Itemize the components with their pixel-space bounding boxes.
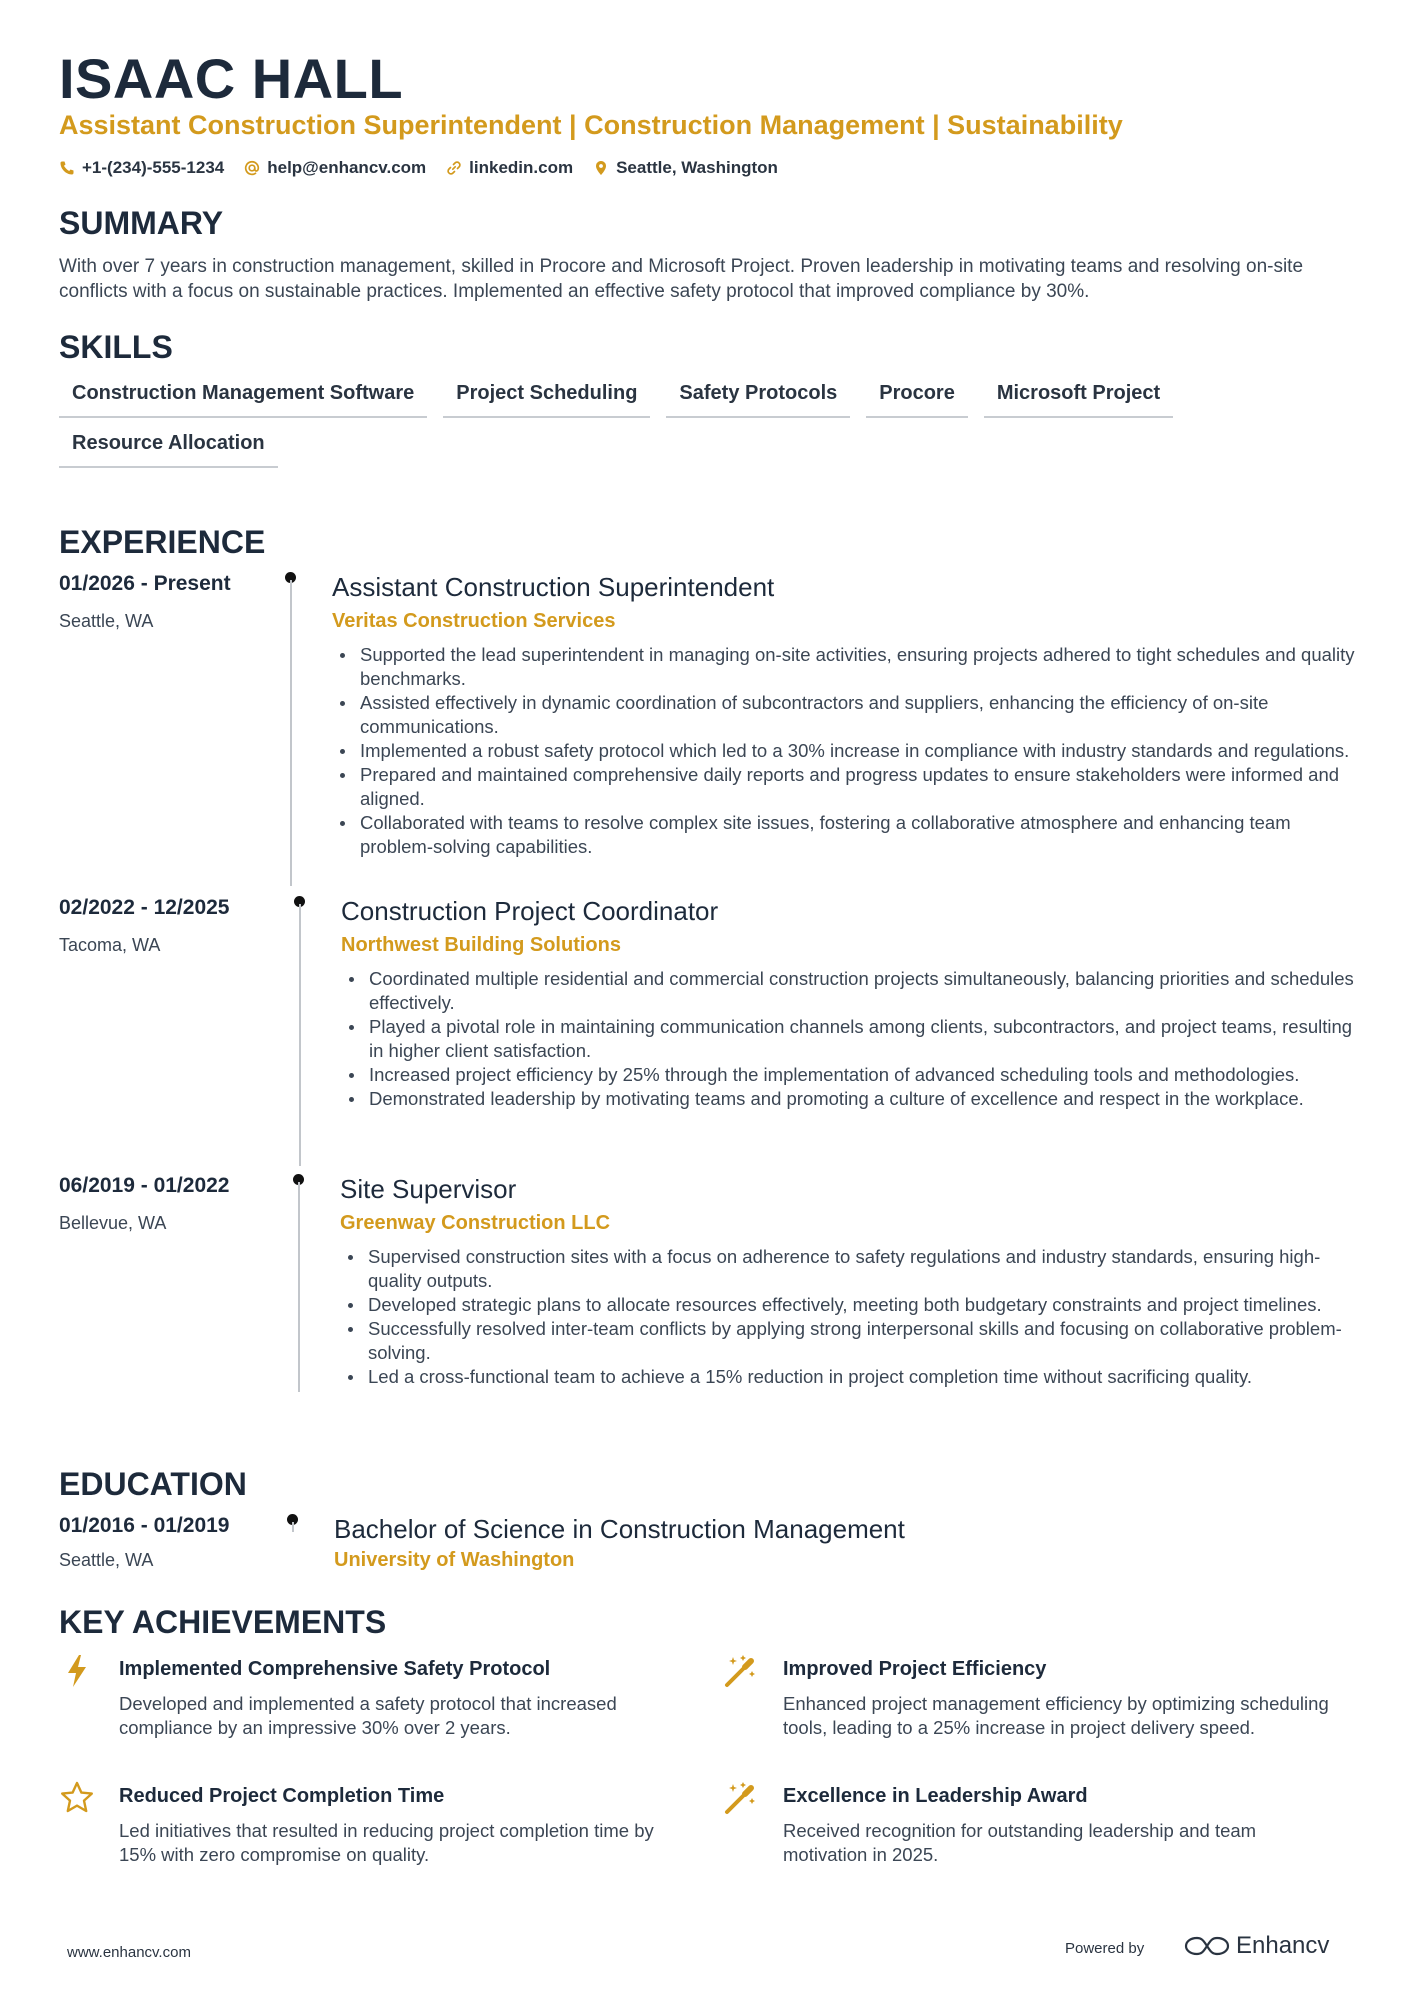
job-bullet: Increased project efficiency by 25% through the implementation of advanced scheduling tools and methodologies.: [341, 1063, 1359, 1087]
job-bullet: Demonstrated leadership by motivating teams and promoting a culture of excellence and respect in the workplace.: [341, 1087, 1359, 1111]
skill-tag: Procore: [866, 378, 968, 418]
contact-location-text: Seattle, Washington: [616, 158, 778, 177]
contact-linkedin[interactable]: [446, 158, 573, 178]
job-bullet: Led a cross-functional team to achieve a 15% reduction in project completion time without sacrificing quality.: [340, 1365, 1359, 1389]
contact-phone[interactable]: [59, 158, 224, 178]
job-bullets: [341, 967, 1359, 1111]
enhancv-logo-icon: [1184, 1933, 1230, 1959]
star-icon: [59, 1780, 95, 1816]
job-date: 06/2019 - 01/2022: [59, 1174, 230, 1197]
skill-tag: Microsoft Project: [984, 378, 1173, 418]
job-bullet: Collaborated with teams to resolve complex site issues, fostering a collaborative atmosphere and enhancing team problem-solving capabilities.: [332, 811, 1359, 859]
job-bullet: Coordinated multiple residential and commercial construction projects simultaneously, balancing priorities and schedules effectively.: [341, 967, 1359, 1015]
skill-tag: Resource Allocation: [59, 428, 278, 468]
timeline-line: [292, 1522, 294, 1532]
job-bullet: Supported the lead superintendent in managing on-site activities, ensuring projects adhered to tight schedules and quality benchmarks.: [332, 643, 1359, 691]
job-company: Northwest Building Solutions: [341, 934, 621, 956]
job-bullet: Implemented a robust safety protocol which led to a 30% increase in compliance with industry standards and regulations.: [332, 739, 1359, 763]
enhancv-logo[interactable]: [1184, 1932, 1329, 1960]
job-location: Seattle, WA: [59, 611, 154, 631]
education-heading: EDUCATION: [59, 1466, 247, 1502]
powered-by-label: Powered by: [1065, 1940, 1145, 1957]
achievement-title: Improved Project Efficiency: [783, 1658, 1047, 1680]
brand-name: Enhancv: [1236, 1932, 1330, 1959]
achievement-desc: Enhanced project management efficiency by optimizing scheduling tools, leading to a 25% increase in project delivery speed.: [783, 1693, 1329, 1738]
magic-wand-icon: [723, 1780, 759, 1816]
summary-heading: SUMMARY: [59, 205, 224, 241]
lightning-bolt-icon: [59, 1653, 95, 1689]
link-icon: [446, 160, 462, 176]
achievement-title: Reduced Project Completion Time: [119, 1785, 445, 1807]
summary-text: With over 7 years in construction management, skilled in Procore and Microsoft Project. Proven leadership in motivating teams and resolving on-site conflicts with a focus on sustainable practices. Implemented an effective safety protocol that improved compliance by 30%.: [59, 256, 1304, 302]
timeline-line: [290, 580, 292, 886]
job-bullet: Supervised construction sites with a focus on adherence to safety regulations and industry standards, ensuring high-quality outputs.: [340, 1245, 1359, 1293]
achievement-title: Implemented Comprehensive Safety Protocol: [119, 1658, 551, 1680]
timeline-line: [299, 904, 301, 1166]
achievements-heading: KEY ACHIEVEMENTS: [59, 1604, 387, 1640]
achievement-title: Excellence in Leadership Award: [783, 1785, 1088, 1807]
job-company: Greenway Construction LLC: [340, 1212, 611, 1234]
skill-tag: Safety Protocols: [666, 378, 850, 418]
at-icon: [244, 160, 260, 176]
contact-location: [593, 158, 778, 178]
contact-email-text: help@enhancv.com: [267, 158, 427, 177]
candidate-name: ISAAC HALL: [59, 47, 404, 110]
location-pin-icon: [593, 160, 609, 176]
achievement-desc: Led initiatives that resulted in reducing project completion time by 15% with zero compromise on quality.: [119, 1820, 654, 1865]
education-school: University of Washington: [334, 1549, 575, 1571]
job-location: Tacoma, WA: [59, 935, 161, 955]
job-bullet: Played a pivotal role in maintaining communication channels among clients, subcontractors, and project teams, resulting in higher client satisfaction.: [341, 1015, 1359, 1063]
contact-email[interactable]: [244, 158, 426, 178]
job-bullets: [332, 643, 1359, 859]
experience-heading: EXPERIENCE: [59, 524, 266, 560]
job-bullet: Assisted effectively in dynamic coordination of subcontractors and suppliers, enhancing the efficiency of on-site communications.: [332, 691, 1359, 739]
job-bullet: Prepared and maintained comprehensive daily reports and progress updates to ensure stakeholders were informed and aligned.: [332, 763, 1359, 811]
phone-icon: [59, 160, 75, 176]
skill-tag: Construction Management Software: [59, 378, 427, 418]
job-title: Assistant Construction Superintendent: [332, 572, 775, 602]
job-title: Site Supervisor: [340, 1174, 517, 1204]
job-bullet: Developed strategic plans to allocate resources effectively, meeting both budgetary constraints and project timelines.: [340, 1293, 1359, 1317]
resume-page: [59, 0, 1359, 1995]
job-bullets: [340, 1245, 1359, 1389]
job-date: 01/2026 - Present: [59, 572, 231, 595]
job-company: Veritas Construction Services: [332, 610, 616, 632]
job-location: Bellevue, WA: [59, 1213, 167, 1233]
timeline-line: [298, 1182, 300, 1392]
candidate-headline: Assistant Construction Superintendent | Construction Management | Sustainability: [59, 110, 1123, 140]
education-date: 01/2016 - 01/2019: [59, 1514, 230, 1537]
skill-tag: Project Scheduling: [443, 378, 650, 418]
skills-list: [59, 378, 1359, 468]
magic-wand-icon: [723, 1653, 759, 1689]
achievement-desc: Developed and implemented a safety protocol that increased compliance by an impressive 30% over 2 years.: [119, 1693, 617, 1738]
skills-heading: SKILLS: [59, 329, 173, 365]
contact-phone-text: +1-(234)-555-1234: [82, 158, 225, 177]
footer-url[interactable]: www.enhancv.com: [67, 1944, 191, 1961]
job-title: Construction Project Coordinator: [341, 896, 719, 926]
contact-bar: [59, 158, 778, 178]
education-degree: Bachelor of Science in Construction Management: [334, 1514, 905, 1544]
contact-linkedin-text: linkedin.com: [469, 158, 574, 177]
job-bullet: Successfully resolved inter-team conflicts by applying strong interpersonal skills and focusing on collaborative problem-solving.: [340, 1317, 1359, 1365]
job-date: 02/2022 - 12/2025: [59, 896, 230, 919]
education-location: Seattle, WA: [59, 1550, 154, 1570]
achievement-desc: Received recognition for outstanding leadership and team motivation in 2025.: [783, 1820, 1257, 1865]
